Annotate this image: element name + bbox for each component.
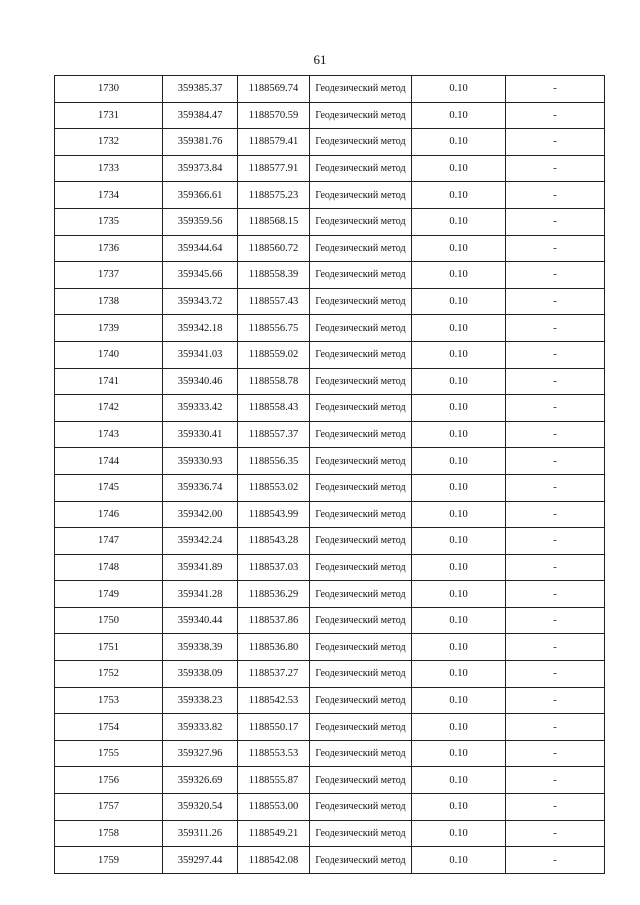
accuracy-cell: 0.10 <box>412 421 506 448</box>
accuracy-cell: 0.10 <box>412 687 506 714</box>
method-text: Геодезический метод <box>315 429 406 441</box>
accuracy-cell: 0.10 <box>412 395 506 422</box>
point-id-cell: 1742 <box>55 395 163 422</box>
point-id-cell: 1732 <box>55 129 163 156</box>
y-coordinate-cell: 1188560.72 <box>238 235 310 262</box>
method-cell <box>310 76 412 103</box>
x-coordinate-cell: 359385.37 <box>163 76 238 103</box>
note-cell: - <box>506 661 605 688</box>
y-coordinate-cell: 1188537.27 <box>238 661 310 688</box>
table-row <box>55 847 605 874</box>
accuracy-cell: 0.10 <box>412 76 506 103</box>
note-cell: - <box>506 767 605 794</box>
method-text: Геодезический метод <box>315 455 406 467</box>
y-coordinate-cell: 1188558.78 <box>238 368 310 395</box>
note-cell: - <box>506 714 605 741</box>
point-id-cell: 1746 <box>55 501 163 528</box>
note-cell: - <box>506 395 605 422</box>
table-row <box>55 528 605 555</box>
table-row <box>55 501 605 528</box>
x-coordinate-cell: 359320.54 <box>163 794 238 821</box>
method-text: Геодезический метод <box>315 508 406 520</box>
point-id-cell: 1741 <box>55 368 163 395</box>
point-id-cell: 1735 <box>55 208 163 235</box>
accuracy-cell: 0.10 <box>412 102 506 129</box>
note-cell: - <box>506 288 605 315</box>
page-number: 61 <box>313 52 327 67</box>
accuracy-cell: 0.10 <box>412 501 506 528</box>
accuracy-cell: 0.10 <box>412 661 506 688</box>
accuracy-cell: 0.10 <box>412 554 506 581</box>
x-coordinate-cell: 359340.44 <box>163 607 238 634</box>
y-coordinate-cell: 1188536.80 <box>238 634 310 661</box>
point-id-cell: 1758 <box>55 820 163 847</box>
point-id-cell: 1759 <box>55 847 163 874</box>
x-coordinate-cell: 359330.93 <box>163 448 238 475</box>
method-cell <box>310 740 412 767</box>
method-text: Геодезический метод <box>315 801 406 813</box>
y-coordinate-cell: 1188570.59 <box>238 102 310 129</box>
accuracy-cell: 0.10 <box>412 341 506 368</box>
point-id-cell: 1744 <box>55 448 163 475</box>
table-row <box>55 182 605 209</box>
table-row <box>55 208 605 235</box>
note-cell: - <box>506 208 605 235</box>
table-row <box>55 634 605 661</box>
method-text: Геодезический метод <box>315 296 406 308</box>
point-id-cell: 1736 <box>55 235 163 262</box>
note-cell: - <box>506 368 605 395</box>
accuracy-cell: 0.10 <box>412 607 506 634</box>
note-cell: - <box>506 341 605 368</box>
method-text: Геодезический метод <box>315 269 406 281</box>
table-row <box>55 341 605 368</box>
y-coordinate-cell: 1188558.43 <box>238 395 310 422</box>
method-text: Геодезический метод <box>315 535 406 547</box>
method-cell <box>310 687 412 714</box>
accuracy-cell: 0.10 <box>412 235 506 262</box>
note-cell: - <box>506 634 605 661</box>
accuracy-cell: 0.10 <box>412 262 506 289</box>
note-cell: - <box>506 847 605 874</box>
y-coordinate-cell: 1188550.17 <box>238 714 310 741</box>
table-row <box>55 581 605 608</box>
note-cell: - <box>506 155 605 182</box>
method-cell <box>310 315 412 342</box>
point-id-cell: 1737 <box>55 262 163 289</box>
y-coordinate-cell: 1188543.28 <box>238 528 310 555</box>
table-row <box>55 76 605 103</box>
method-text: Геодезический метод <box>315 854 406 866</box>
accuracy-cell: 0.10 <box>412 315 506 342</box>
method-cell <box>310 581 412 608</box>
point-id-cell: 1730 <box>55 76 163 103</box>
x-coordinate-cell: 359345.66 <box>163 262 238 289</box>
method-text: Геодезический метод <box>315 482 406 494</box>
x-coordinate-cell: 359341.89 <box>163 554 238 581</box>
note-cell: - <box>506 554 605 581</box>
x-coordinate-cell: 359336.74 <box>163 474 238 501</box>
method-cell <box>310 102 412 129</box>
x-coordinate-cell: 359326.69 <box>163 767 238 794</box>
accuracy-cell: 0.10 <box>412 474 506 501</box>
accuracy-cell: 0.10 <box>412 714 506 741</box>
method-cell <box>310 448 412 475</box>
table-row <box>55 554 605 581</box>
table-row <box>55 421 605 448</box>
method-text: Геодезический метод <box>315 721 406 733</box>
x-coordinate-cell: 359338.23 <box>163 687 238 714</box>
note-cell: - <box>506 820 605 847</box>
x-coordinate-cell: 359359.56 <box>163 208 238 235</box>
note-cell: - <box>506 794 605 821</box>
y-coordinate-cell: 1188537.03 <box>238 554 310 581</box>
method-text: Геодезический метод <box>315 163 406 175</box>
table-row <box>55 155 605 182</box>
table-row <box>55 288 605 315</box>
note-cell: - <box>506 262 605 289</box>
method-cell <box>310 528 412 555</box>
method-cell <box>310 554 412 581</box>
y-coordinate-cell: 1188536.29 <box>238 581 310 608</box>
x-coordinate-cell: 359341.28 <box>163 581 238 608</box>
note-cell: - <box>506 687 605 714</box>
y-coordinate-cell: 1188575.23 <box>238 182 310 209</box>
method-text: Геодезический метод <box>315 641 406 653</box>
y-coordinate-cell: 1188549.21 <box>238 820 310 847</box>
note-cell: - <box>506 235 605 262</box>
accuracy-cell: 0.10 <box>412 794 506 821</box>
note-cell: - <box>506 501 605 528</box>
method-cell <box>310 341 412 368</box>
x-coordinate-cell: 359381.76 <box>163 129 238 156</box>
point-id-cell: 1733 <box>55 155 163 182</box>
point-id-cell: 1757 <box>55 794 163 821</box>
accuracy-cell: 0.10 <box>412 182 506 209</box>
note-cell: - <box>506 76 605 103</box>
method-cell <box>310 288 412 315</box>
method-cell <box>310 262 412 289</box>
point-id-cell: 1747 <box>55 528 163 555</box>
y-coordinate-cell: 1188543.99 <box>238 501 310 528</box>
x-coordinate-cell: 359384.47 <box>163 102 238 129</box>
x-coordinate-cell: 359327.96 <box>163 740 238 767</box>
point-id-cell: 1731 <box>55 102 163 129</box>
y-coordinate-cell: 1188556.75 <box>238 315 310 342</box>
point-id-cell: 1748 <box>55 554 163 581</box>
note-cell: - <box>506 581 605 608</box>
x-coordinate-cell: 359342.00 <box>163 501 238 528</box>
y-coordinate-cell: 1188537.86 <box>238 607 310 634</box>
x-coordinate-cell: 359338.09 <box>163 661 238 688</box>
x-coordinate-cell: 359330.41 <box>163 421 238 448</box>
method-text: Геодезический метод <box>315 109 406 121</box>
note-cell: - <box>506 474 605 501</box>
point-id-cell: 1750 <box>55 607 163 634</box>
accuracy-cell: 0.10 <box>412 448 506 475</box>
method-cell <box>310 501 412 528</box>
method-text: Геодезический метод <box>315 561 406 573</box>
accuracy-cell: 0.10 <box>412 368 506 395</box>
table-row <box>55 607 605 634</box>
method-cell <box>310 129 412 156</box>
accuracy-cell: 0.10 <box>412 208 506 235</box>
method-cell <box>310 714 412 741</box>
method-text: Геодезический метод <box>315 402 406 414</box>
x-coordinate-cell: 359333.82 <box>163 714 238 741</box>
note-cell: - <box>506 129 605 156</box>
method-cell <box>310 208 412 235</box>
note-cell: - <box>506 315 605 342</box>
y-coordinate-cell: 1188558.39 <box>238 262 310 289</box>
method-cell <box>310 395 412 422</box>
table-row <box>55 368 605 395</box>
method-cell <box>310 820 412 847</box>
x-coordinate-cell: 359341.03 <box>163 341 238 368</box>
point-id-cell: 1754 <box>55 714 163 741</box>
x-coordinate-cell: 359333.42 <box>163 395 238 422</box>
table-row <box>55 235 605 262</box>
y-coordinate-cell: 1188542.08 <box>238 847 310 874</box>
accuracy-cell: 0.10 <box>412 528 506 555</box>
method-text: Геодезический метод <box>315 83 406 95</box>
method-cell <box>310 182 412 209</box>
table-row <box>55 794 605 821</box>
method-cell <box>310 607 412 634</box>
table-row <box>55 474 605 501</box>
method-cell <box>310 634 412 661</box>
point-id-cell: 1745 <box>55 474 163 501</box>
point-id-cell: 1756 <box>55 767 163 794</box>
point-id-cell: 1751 <box>55 634 163 661</box>
method-text: Геодезический метод <box>315 375 406 387</box>
method-text: Геодезический метод <box>315 189 406 201</box>
method-cell <box>310 368 412 395</box>
y-coordinate-cell: 1188553.53 <box>238 740 310 767</box>
table-row <box>55 740 605 767</box>
y-coordinate-cell: 1188556.35 <box>238 448 310 475</box>
accuracy-cell: 0.10 <box>412 847 506 874</box>
method-text: Геодезический метод <box>315 242 406 254</box>
method-text: Геодезический метод <box>315 322 406 334</box>
x-coordinate-cell: 359338.39 <box>163 634 238 661</box>
method-text: Геодезический метод <box>315 668 406 680</box>
table-row <box>55 687 605 714</box>
method-text: Геодезический метод <box>315 588 406 600</box>
x-coordinate-cell: 359297.44 <box>163 847 238 874</box>
table-row <box>55 129 605 156</box>
x-coordinate-cell: 359342.24 <box>163 528 238 555</box>
note-cell: - <box>506 102 605 129</box>
method-text: Геодезический метод <box>315 216 406 228</box>
table-row <box>55 767 605 794</box>
method-cell <box>310 847 412 874</box>
method-text: Геодезический метод <box>315 774 406 786</box>
note-cell: - <box>506 421 605 448</box>
table-row <box>55 820 605 847</box>
y-coordinate-cell: 1188568.15 <box>238 208 310 235</box>
y-coordinate-cell: 1188557.37 <box>238 421 310 448</box>
method-cell <box>310 661 412 688</box>
y-coordinate-cell: 1188557.43 <box>238 288 310 315</box>
table-row <box>55 714 605 741</box>
x-coordinate-cell: 359366.61 <box>163 182 238 209</box>
method-cell <box>310 155 412 182</box>
table-row <box>55 395 605 422</box>
coordinates-table <box>54 75 605 874</box>
method-cell <box>310 767 412 794</box>
method-cell <box>310 235 412 262</box>
y-coordinate-cell: 1188555.87 <box>238 767 310 794</box>
method-cell <box>310 421 412 448</box>
method-text: Геодезический метод <box>315 694 406 706</box>
x-coordinate-cell: 359343.72 <box>163 288 238 315</box>
point-id-cell: 1753 <box>55 687 163 714</box>
x-coordinate-cell: 359344.64 <box>163 235 238 262</box>
point-id-cell: 1734 <box>55 182 163 209</box>
point-id-cell: 1740 <box>55 341 163 368</box>
accuracy-cell: 0.10 <box>412 581 506 608</box>
note-cell: - <box>506 448 605 475</box>
y-coordinate-cell: 1188569.74 <box>238 76 310 103</box>
method-cell <box>310 794 412 821</box>
method-text: Геодезический метод <box>315 349 406 361</box>
accuracy-cell: 0.10 <box>412 129 506 156</box>
y-coordinate-cell: 1188542.53 <box>238 687 310 714</box>
method-text: Геодезический метод <box>315 615 406 627</box>
y-coordinate-cell: 1188559.02 <box>238 341 310 368</box>
note-cell: - <box>506 740 605 767</box>
method-text: Геодезический метод <box>315 827 406 839</box>
accuracy-cell: 0.10 <box>412 740 506 767</box>
point-id-cell: 1743 <box>55 421 163 448</box>
method-text: Геодезический метод <box>315 748 406 760</box>
table-body <box>55 76 605 874</box>
point-id-cell: 1738 <box>55 288 163 315</box>
x-coordinate-cell: 359311.26 <box>163 820 238 847</box>
point-id-cell: 1739 <box>55 315 163 342</box>
point-id-cell: 1749 <box>55 581 163 608</box>
x-coordinate-cell: 359373.84 <box>163 155 238 182</box>
note-cell: - <box>506 182 605 209</box>
table-row <box>55 102 605 129</box>
y-coordinate-cell: 1188577.91 <box>238 155 310 182</box>
y-coordinate-cell: 1188553.00 <box>238 794 310 821</box>
table-row <box>55 262 605 289</box>
point-id-cell: 1752 <box>55 661 163 688</box>
note-cell: - <box>506 528 605 555</box>
note-cell: - <box>506 607 605 634</box>
table-row <box>55 661 605 688</box>
accuracy-cell: 0.10 <box>412 634 506 661</box>
accuracy-cell: 0.10 <box>412 767 506 794</box>
accuracy-cell: 0.10 <box>412 155 506 182</box>
table-row <box>55 448 605 475</box>
table-row <box>55 315 605 342</box>
method-cell <box>310 474 412 501</box>
y-coordinate-cell: 1188553.02 <box>238 474 310 501</box>
accuracy-cell: 0.10 <box>412 820 506 847</box>
x-coordinate-cell: 359340.46 <box>163 368 238 395</box>
method-text: Геодезический метод <box>315 136 406 148</box>
x-coordinate-cell: 359342.18 <box>163 315 238 342</box>
y-coordinate-cell: 1188579.41 <box>238 129 310 156</box>
accuracy-cell: 0.10 <box>412 288 506 315</box>
point-id-cell: 1755 <box>55 740 163 767</box>
